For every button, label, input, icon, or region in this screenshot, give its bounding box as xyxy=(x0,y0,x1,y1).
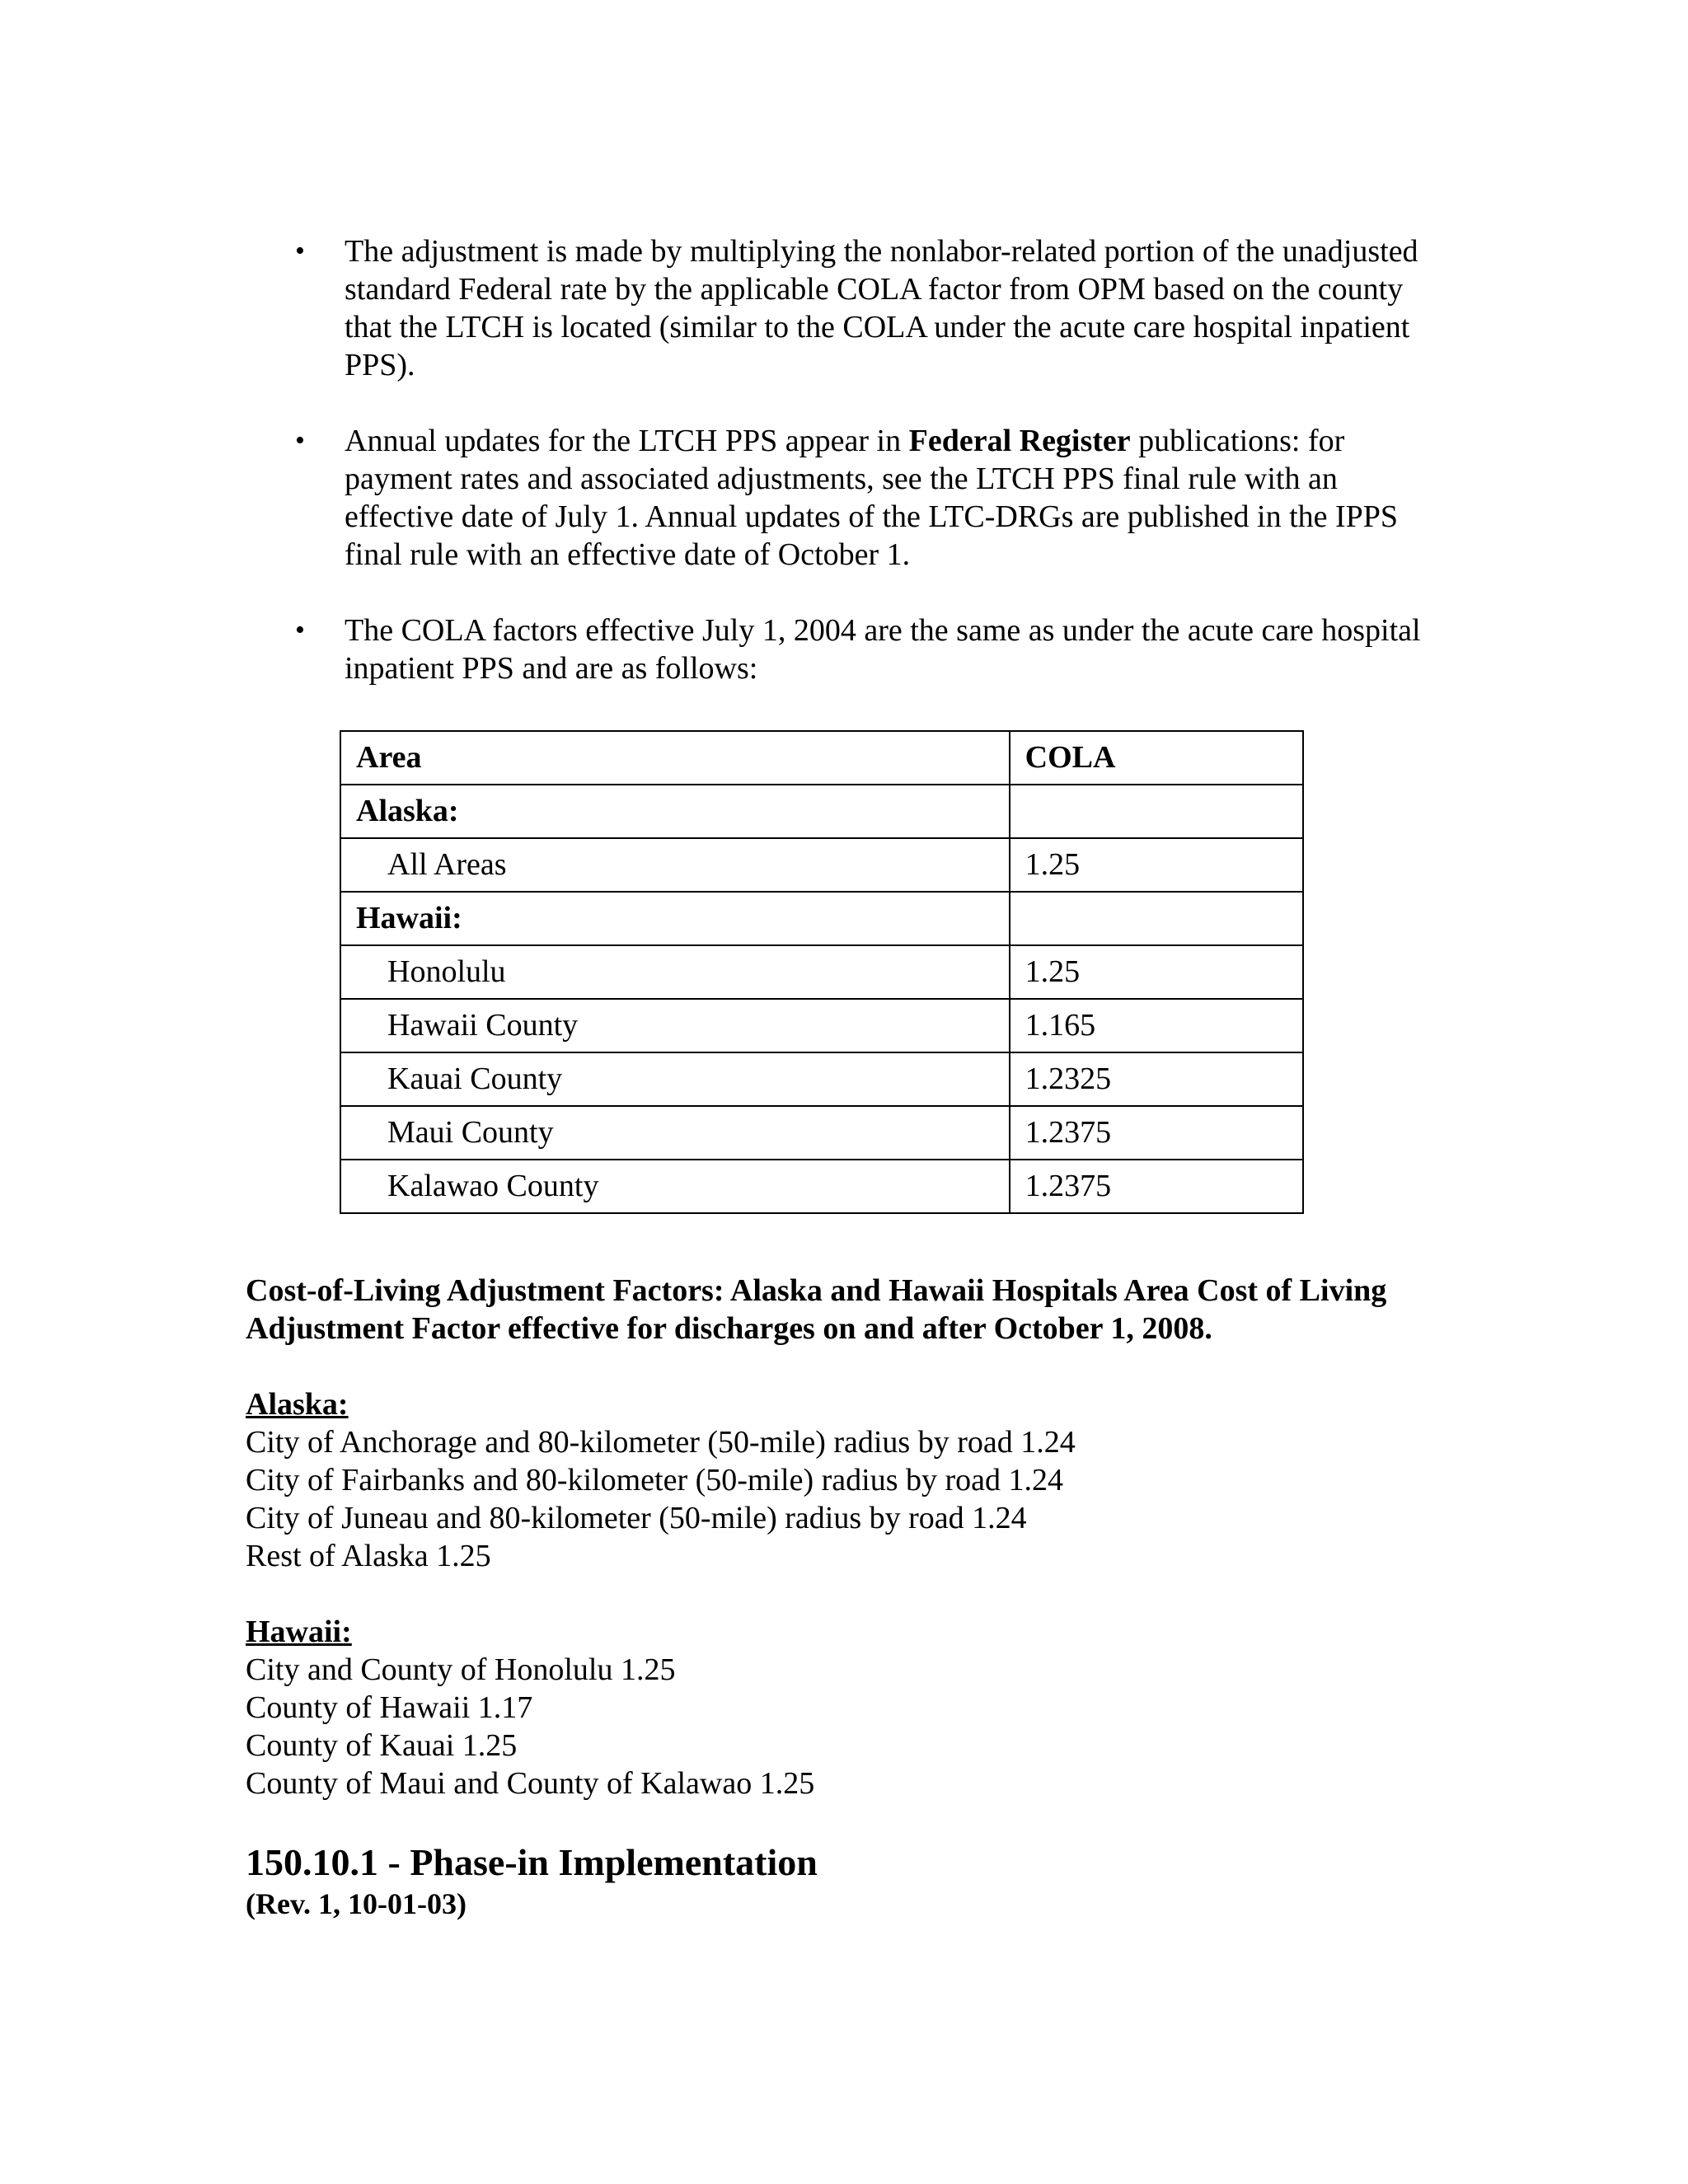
federal-register-emphasis: Federal Register xyxy=(908,424,1131,458)
table-header-row xyxy=(340,731,1303,785)
table-row xyxy=(340,1160,1303,1213)
bullet-text xyxy=(345,424,1398,572)
table-cell-area: Alaska: xyxy=(340,785,1010,838)
bullet-icon: • xyxy=(295,615,305,645)
cola-table xyxy=(340,730,1304,1214)
table-cell-cola: 1.2325 xyxy=(1010,1052,1303,1106)
table-row xyxy=(340,1106,1303,1160)
alaska-line: City of Anchorage and 80-kilometer (50-mile) radius by road 1.24 xyxy=(246,1425,1076,1460)
hawaii-line: County of Hawaii 1.17 xyxy=(246,1690,533,1725)
bullet-text-after: publications: for payment rates and associated adjustments, see the LTCH PPS final rule with an effective date of July 1. Annual updates of the LTC-DRGs are published in the IPPS final rule with an effective date of October 1. xyxy=(345,424,1399,572)
alaska-heading: Alaska: xyxy=(246,1387,349,1422)
hawaii-section xyxy=(246,1613,1482,1802)
hawaii-line: County of Kauai 1.25 xyxy=(246,1728,518,1763)
bullet-item-cola-adjustment xyxy=(288,232,1426,384)
section-title: 150.10.1 - Phase-in Implementation xyxy=(246,1841,818,1883)
bullet-list xyxy=(288,232,1426,725)
table-row xyxy=(340,945,1303,999)
table-header-cola: COLA xyxy=(1010,731,1303,785)
alaska-line: City of Juneau and 80-kilometer (50-mile) radius by road 1.24 xyxy=(246,1501,1027,1535)
hawaii-heading: Hawaii: xyxy=(246,1615,352,1649)
table-cell-cola xyxy=(1010,892,1303,945)
table-cell-cola: 1.2375 xyxy=(1010,1160,1303,1213)
table-row xyxy=(340,785,1303,838)
section-revision: (Rev. 1, 10-01-03) xyxy=(246,1887,467,1920)
table-row xyxy=(340,999,1303,1052)
alaska-line: Rest of Alaska 1.25 xyxy=(246,1539,491,1573)
table-cell-area: Honolulu xyxy=(340,945,1010,999)
table-row xyxy=(340,838,1303,892)
table-row xyxy=(340,1052,1303,1106)
table-cell-area: Kalawao County xyxy=(340,1160,1010,1213)
bullet-text: The adjustment is made by multiplying the nonlabor-related portion of the unadjusted standard Federal rate by the applicable COLA factor from OPM based on the county that the LTCH is located (similar to the COLA under the acute care hospital inpatient PPS). xyxy=(345,234,1418,382)
alaska-line: City of Fairbanks and 80-kilometer (50-mile) radius by road 1.24 xyxy=(246,1463,1064,1497)
table-cell-cola: 1.25 xyxy=(1010,945,1303,999)
bullet-item-annual-updates xyxy=(288,422,1426,574)
table-cell-area: Kauai County xyxy=(340,1052,1010,1106)
bullet-text: The COLA factors effective July 1, 2004 are the same as under the acute care hospital inpatient PPS and are as follows: xyxy=(345,613,1421,686)
bullet-icon: • xyxy=(295,425,305,456)
alaska-section xyxy=(246,1385,1482,1575)
hawaii-line: County of Maui and County of Kalawao 1.25 xyxy=(246,1766,815,1801)
table-cell-area: Maui County xyxy=(340,1106,1010,1160)
table-cell-cola: 1.165 xyxy=(1010,999,1303,1052)
bullet-text-before: Annual updates for the LTCH PPS appear in xyxy=(345,424,909,458)
cola-factors-caption: Cost-of-Living Adjustment Factors: Alaska and Hawaii Hospitals Area Cost of Living Adjustment Factor effective for discharges on and after October 1, 2008. xyxy=(246,1273,1387,1346)
table-cell-area: All Areas xyxy=(340,838,1010,892)
bullet-item-cola-factors xyxy=(288,612,1426,687)
table-header-area: Area xyxy=(340,731,1010,785)
table-cell-cola: 1.25 xyxy=(1010,838,1303,892)
table-row xyxy=(340,892,1303,945)
table-cell-area: Hawaii: xyxy=(340,892,1010,945)
table-cell-area: Hawaii County xyxy=(340,999,1010,1052)
bullet-icon: • xyxy=(295,236,305,266)
table-cell-cola xyxy=(1010,785,1303,838)
table-cell-cola: 1.2375 xyxy=(1010,1106,1303,1160)
hawaii-line: City and County of Honolulu 1.25 xyxy=(246,1652,676,1687)
